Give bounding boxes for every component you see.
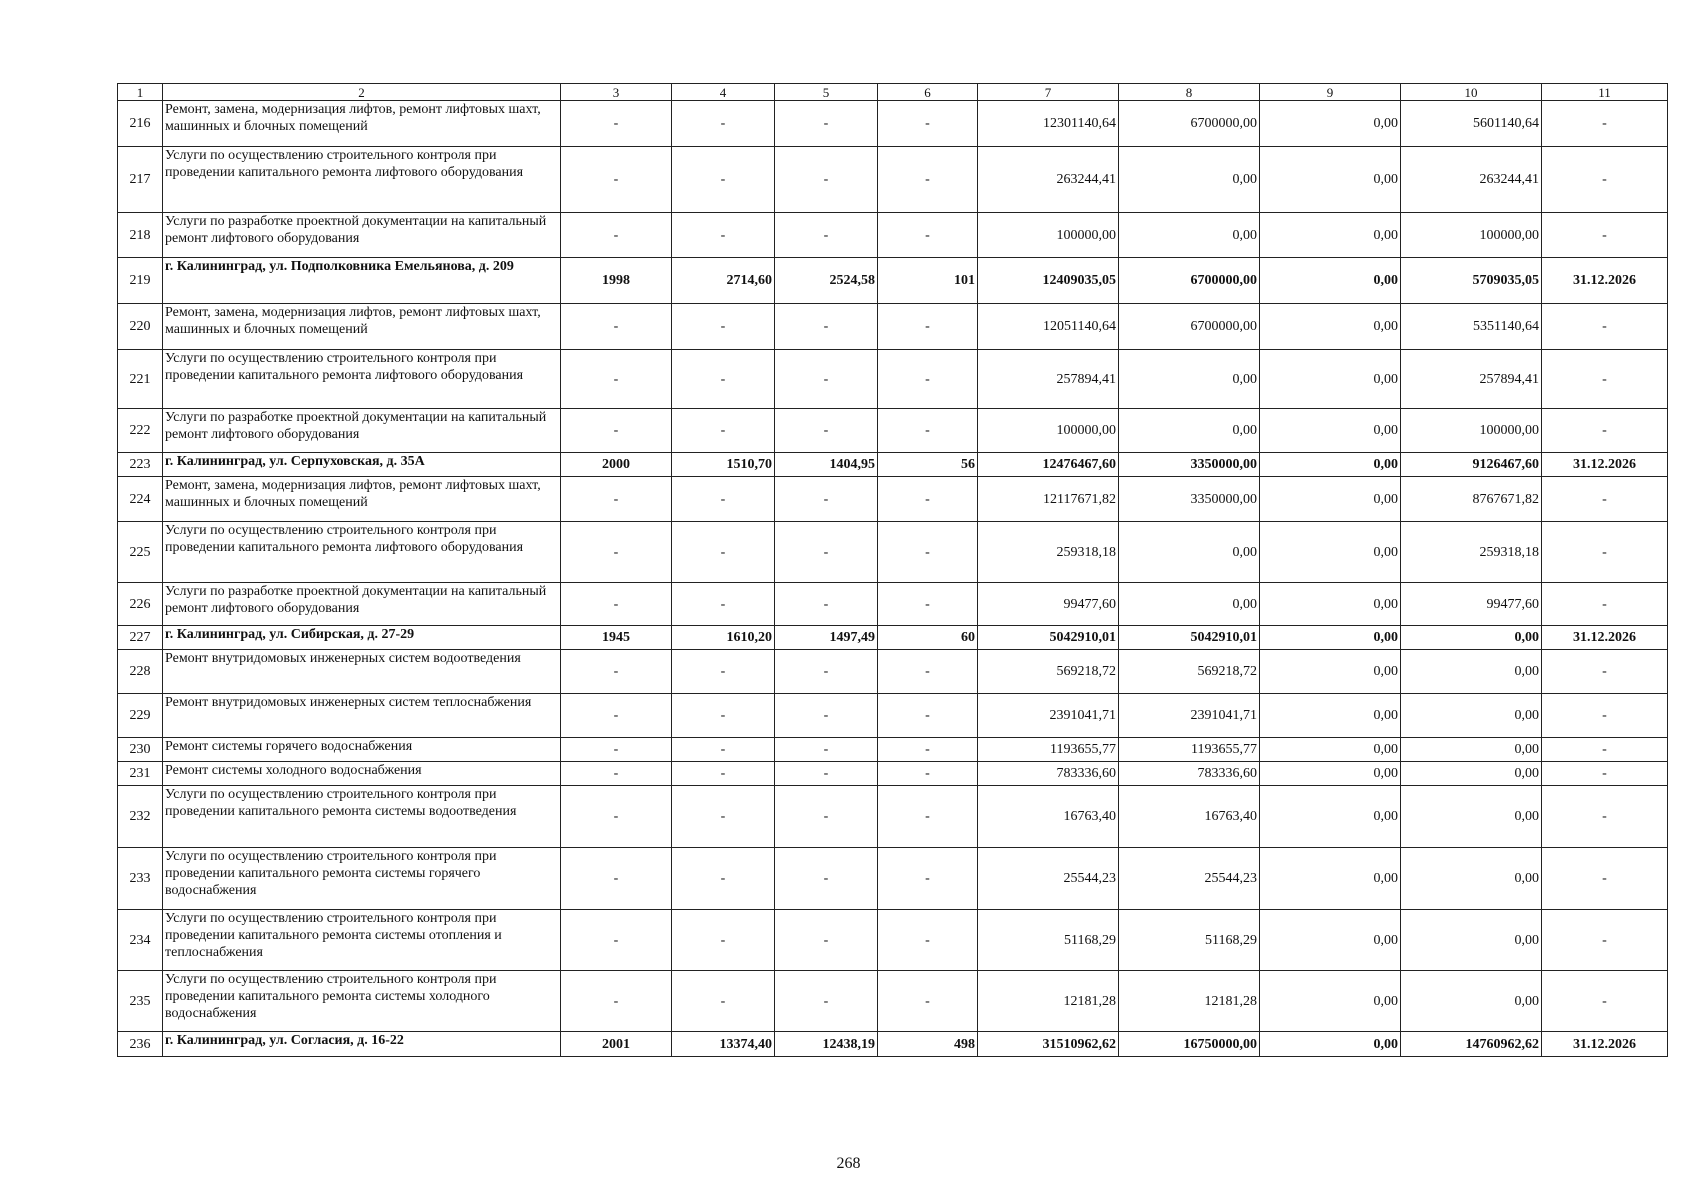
item-name-cell: Ремонт системы горячего водоснабжения: [163, 738, 561, 762]
item-name-cell: Услуги по разработке проектной документации на капитальный ремонт лифтового оборудования: [163, 583, 561, 626]
item-name-cell: г. Калининград, ул. Сибирская, д. 27-29: [163, 626, 561, 650]
cost-col-9-cell: 0,00: [1260, 650, 1401, 694]
table-row: [118, 453, 1668, 477]
table-row: [118, 409, 1668, 453]
table-row: [118, 971, 1668, 1032]
cost-col-8-cell: 1193655,77: [1119, 738, 1260, 762]
cost-col-8-cell: 12181,28: [1119, 971, 1260, 1032]
total-cost-cell: 5042910,01: [978, 626, 1119, 650]
total-area-cell: 1610,20: [672, 626, 775, 650]
deadline-cell: -: [1542, 910, 1668, 971]
cost-col-8-cell: 0,00: [1119, 583, 1260, 626]
deadline-cell: 31.12.2026: [1542, 258, 1668, 304]
total-area-cell: -: [672, 522, 775, 583]
total-area-cell: -: [672, 910, 775, 971]
year-cell: 1945: [561, 626, 672, 650]
total-area-cell: -: [672, 409, 775, 453]
cost-col-9-cell: 0,00: [1260, 1032, 1401, 1057]
cost-col-9-cell: 0,00: [1260, 738, 1401, 762]
header-cell: 5: [775, 84, 878, 101]
year-cell: -: [561, 304, 672, 350]
total-area-cell: -: [672, 738, 775, 762]
living-area-cell: -: [775, 522, 878, 583]
deadline-cell: -: [1542, 147, 1668, 213]
header-cell: 10: [1401, 84, 1542, 101]
table-row: [118, 147, 1668, 213]
table-row: [118, 910, 1668, 971]
living-area-cell: -: [775, 477, 878, 522]
residents-cell: -: [878, 477, 978, 522]
cost-col-10-cell: 100000,00: [1401, 409, 1542, 453]
row-number-cell: 218: [118, 213, 163, 258]
year-cell: -: [561, 147, 672, 213]
year-cell: -: [561, 409, 672, 453]
year-cell: 1998: [561, 258, 672, 304]
cost-col-9-cell: 0,00: [1260, 762, 1401, 786]
year-cell: -: [561, 738, 672, 762]
residents-cell: 56: [878, 453, 978, 477]
living-area-cell: -: [775, 147, 878, 213]
cost-col-10-cell: 0,00: [1401, 694, 1542, 738]
living-area-cell: -: [775, 786, 878, 848]
year-cell: -: [561, 848, 672, 910]
cost-col-10-cell: 259318,18: [1401, 522, 1542, 583]
total-area-cell: 13374,40: [672, 1032, 775, 1057]
total-area-cell: -: [672, 147, 775, 213]
deadline-cell: -: [1542, 477, 1668, 522]
item-name-cell: Ремонт системы холодного водоснабжения: [163, 762, 561, 786]
total-area-cell: -: [672, 101, 775, 147]
row-number-cell: 222: [118, 409, 163, 453]
total-cost-cell: 51168,29: [978, 910, 1119, 971]
living-area-cell: 1497,49: [775, 626, 878, 650]
row-number-cell: 228: [118, 650, 163, 694]
cost-col-8-cell: 6700000,00: [1119, 258, 1260, 304]
cost-col-10-cell: 0,00: [1401, 626, 1542, 650]
cost-col-8-cell: 3350000,00: [1119, 453, 1260, 477]
table-body: [118, 84, 1668, 1057]
cost-col-10-cell: 0,00: [1401, 848, 1542, 910]
cost-col-10-cell: 14760962,62: [1401, 1032, 1542, 1057]
total-cost-cell: 25544,23: [978, 848, 1119, 910]
row-number-cell: 227: [118, 626, 163, 650]
cost-col-8-cell: 6700000,00: [1119, 304, 1260, 350]
residents-cell: -: [878, 910, 978, 971]
table-row: [118, 213, 1668, 258]
cost-col-9-cell: 0,00: [1260, 350, 1401, 409]
table-row: [118, 522, 1668, 583]
header-cell: 4: [672, 84, 775, 101]
year-cell: -: [561, 350, 672, 409]
living-area-cell: 2524,58: [775, 258, 878, 304]
deadline-cell: -: [1542, 650, 1668, 694]
total-area-cell: 1510,70: [672, 453, 775, 477]
year-cell: -: [561, 762, 672, 786]
total-cost-cell: 12476467,60: [978, 453, 1119, 477]
header-cell: 8: [1119, 84, 1260, 101]
year-cell: 2001: [561, 1032, 672, 1057]
cost-col-8-cell: 16763,40: [1119, 786, 1260, 848]
residents-cell: -: [878, 101, 978, 147]
item-name-cell: Услуги по осуществлению строительного контроля при проведении капитального ремонта системы отопления и теплоснабжения: [163, 910, 561, 971]
living-area-cell: -: [775, 213, 878, 258]
cost-col-10-cell: 0,00: [1401, 971, 1542, 1032]
cost-col-9-cell: 0,00: [1260, 522, 1401, 583]
residents-cell: -: [878, 213, 978, 258]
item-name-cell: Ремонт, замена, модернизация лифтов, ремонт лифтовых шахт, машинных и блочных помещений: [163, 477, 561, 522]
total-cost-cell: 100000,00: [978, 213, 1119, 258]
cost-col-8-cell: 3350000,00: [1119, 477, 1260, 522]
cost-col-8-cell: 25544,23: [1119, 848, 1260, 910]
year-cell: -: [561, 477, 672, 522]
living-area-cell: -: [775, 101, 878, 147]
table-row: [118, 101, 1668, 147]
residents-cell: -: [878, 304, 978, 350]
cost-col-10-cell: 257894,41: [1401, 350, 1542, 409]
item-name-cell: г. Калининград, ул. Серпуховская, д. 35А: [163, 453, 561, 477]
deadline-cell: -: [1542, 848, 1668, 910]
row-number-cell: 225: [118, 522, 163, 583]
item-name-cell: Ремонт внутридомовых инженерных систем водоотведения: [163, 650, 561, 694]
cost-col-9-cell: 0,00: [1260, 101, 1401, 147]
total-area-cell: -: [672, 971, 775, 1032]
cost-col-8-cell: 5042910,01: [1119, 626, 1260, 650]
total-cost-cell: 263244,41: [978, 147, 1119, 213]
table-row: [118, 738, 1668, 762]
header-cell: 2: [163, 84, 561, 101]
deadline-cell: 31.12.2026: [1542, 453, 1668, 477]
cost-col-9-cell: 0,00: [1260, 971, 1401, 1032]
cost-col-10-cell: 0,00: [1401, 786, 1542, 848]
deadline-cell: -: [1542, 971, 1668, 1032]
residents-cell: -: [878, 522, 978, 583]
table-row: [118, 477, 1668, 522]
row-number-cell: 221: [118, 350, 163, 409]
residents-cell: -: [878, 583, 978, 626]
row-number-cell: 224: [118, 477, 163, 522]
header-cell: 11: [1542, 84, 1668, 101]
deadline-cell: -: [1542, 409, 1668, 453]
cost-col-10-cell: 5351140,64: [1401, 304, 1542, 350]
year-cell: -: [561, 694, 672, 738]
year-cell: -: [561, 971, 672, 1032]
deadline-cell: -: [1542, 213, 1668, 258]
living-area-cell: -: [775, 738, 878, 762]
cost-col-10-cell: 99477,60: [1401, 583, 1542, 626]
deadline-cell: -: [1542, 762, 1668, 786]
header-cell: 7: [978, 84, 1119, 101]
total-cost-cell: 257894,41: [978, 350, 1119, 409]
cost-col-10-cell: 9126467,60: [1401, 453, 1542, 477]
residents-cell: -: [878, 971, 978, 1032]
living-area-cell: -: [775, 762, 878, 786]
table-row: [118, 786, 1668, 848]
living-area-cell: -: [775, 971, 878, 1032]
row-number-cell: 233: [118, 848, 163, 910]
cost-col-9-cell: 0,00: [1260, 453, 1401, 477]
total-cost-cell: 31510962,62: [978, 1032, 1119, 1057]
table-row: [118, 694, 1668, 738]
total-area-cell: -: [672, 650, 775, 694]
cost-col-9-cell: 0,00: [1260, 848, 1401, 910]
residents-cell: -: [878, 650, 978, 694]
residents-cell: -: [878, 694, 978, 738]
row-number-cell: 220: [118, 304, 163, 350]
cost-col-10-cell: 0,00: [1401, 910, 1542, 971]
table-row: [118, 762, 1668, 786]
row-number-cell: 230: [118, 738, 163, 762]
table-row: [118, 650, 1668, 694]
residents-cell: -: [878, 738, 978, 762]
total-area-cell: -: [672, 477, 775, 522]
item-name-cell: Услуги по разработке проектной документации на капитальный ремонт лифтового оборудования: [163, 409, 561, 453]
cost-col-9-cell: 0,00: [1260, 213, 1401, 258]
living-area-cell: -: [775, 910, 878, 971]
cost-col-9-cell: 0,00: [1260, 477, 1401, 522]
living-area-cell: -: [775, 583, 878, 626]
item-name-cell: Услуги по разработке проектной документации на капитальный ремонт лифтового оборудования: [163, 213, 561, 258]
item-name-cell: Ремонт внутридомовых инженерных систем теплоснабжения: [163, 694, 561, 738]
cost-col-10-cell: 5709035,05: [1401, 258, 1542, 304]
cost-col-10-cell: 0,00: [1401, 650, 1542, 694]
year-cell: -: [561, 910, 672, 971]
row-number-cell: 236: [118, 1032, 163, 1057]
total-cost-cell: 12301140,64: [978, 101, 1119, 147]
item-name-cell: Услуги по осуществлению строительного контроля при проведении капитального ремонта системы холодного водоснабжения: [163, 971, 561, 1032]
row-number-cell: 229: [118, 694, 163, 738]
cost-col-10-cell: 100000,00: [1401, 213, 1542, 258]
total-area-cell: -: [672, 583, 775, 626]
cost-col-10-cell: 5601140,64: [1401, 101, 1542, 147]
total-cost-cell: 259318,18: [978, 522, 1119, 583]
item-name-cell: Ремонт, замена, модернизация лифтов, ремонт лифтовых шахт, машинных и блочных помещений: [163, 304, 561, 350]
year-cell: -: [561, 101, 672, 147]
residents-cell: 498: [878, 1032, 978, 1057]
row-number-cell: 234: [118, 910, 163, 971]
row-number-cell: 231: [118, 762, 163, 786]
deadline-cell: -: [1542, 583, 1668, 626]
page-number: 268: [836, 1155, 861, 1172]
total-cost-cell: 569218,72: [978, 650, 1119, 694]
cost-col-8-cell: 0,00: [1119, 522, 1260, 583]
residents-cell: -: [878, 409, 978, 453]
total-cost-cell: 16763,40: [978, 786, 1119, 848]
total-area-cell: -: [672, 350, 775, 409]
year-cell: -: [561, 213, 672, 258]
deadline-cell: 31.12.2026: [1542, 626, 1668, 650]
residents-cell: 101: [878, 258, 978, 304]
cost-col-10-cell: 0,00: [1401, 738, 1542, 762]
year-cell: -: [561, 650, 672, 694]
total-area-cell: -: [672, 213, 775, 258]
residents-cell: -: [878, 762, 978, 786]
cost-col-9-cell: 0,00: [1260, 304, 1401, 350]
table-row: [118, 350, 1668, 409]
total-area-cell: 2714,60: [672, 258, 775, 304]
deadline-cell: -: [1542, 350, 1668, 409]
item-name-cell: г. Калининград, ул. Согласия, д. 16-22: [163, 1032, 561, 1057]
deadline-cell: -: [1542, 304, 1668, 350]
row-number-cell: 217: [118, 147, 163, 213]
table-row: [118, 848, 1668, 910]
living-area-cell: -: [775, 409, 878, 453]
cost-col-8-cell: 0,00: [1119, 213, 1260, 258]
residents-cell: -: [878, 786, 978, 848]
year-cell: -: [561, 583, 672, 626]
item-name-cell: Услуги по осуществлению строительного контроля при проведении капитального ремонта лифтового оборудования: [163, 350, 561, 409]
data-table: [117, 83, 1668, 1057]
item-name-cell: г. Калининград, ул. Подполковника Емельянова, д. 209: [163, 258, 561, 304]
total-cost-cell: 12181,28: [978, 971, 1119, 1032]
deadline-cell: -: [1542, 694, 1668, 738]
residents-cell: -: [878, 350, 978, 409]
table-row: [118, 626, 1668, 650]
total-cost-cell: 12409035,05: [978, 258, 1119, 304]
deadline-cell: 31.12.2026: [1542, 1032, 1668, 1057]
residents-cell: -: [878, 848, 978, 910]
total-cost-cell: 12051140,64: [978, 304, 1119, 350]
cost-col-8-cell: 51168,29: [1119, 910, 1260, 971]
cost-col-9-cell: 0,00: [1260, 694, 1401, 738]
living-area-cell: -: [775, 848, 878, 910]
header-row: [118, 84, 1668, 101]
cost-col-8-cell: 6700000,00: [1119, 101, 1260, 147]
cost-col-8-cell: 783336,60: [1119, 762, 1260, 786]
total-area-cell: -: [672, 304, 775, 350]
total-cost-cell: 12117671,82: [978, 477, 1119, 522]
deadline-cell: -: [1542, 786, 1668, 848]
item-name-cell: Услуги по осуществлению строительного контроля при проведении капитального ремонта лифтового оборудования: [163, 522, 561, 583]
cost-col-8-cell: 0,00: [1119, 350, 1260, 409]
residents-cell: -: [878, 147, 978, 213]
living-area-cell: -: [775, 650, 878, 694]
cost-col-8-cell: 0,00: [1119, 147, 1260, 213]
cost-col-9-cell: 0,00: [1260, 147, 1401, 213]
cost-col-9-cell: 0,00: [1260, 786, 1401, 848]
living-area-cell: 1404,95: [775, 453, 878, 477]
living-area-cell: -: [775, 694, 878, 738]
header-cell: 9: [1260, 84, 1401, 101]
cost-col-9-cell: 0,00: [1260, 258, 1401, 304]
deadline-cell: -: [1542, 738, 1668, 762]
total-cost-cell: 99477,60: [978, 583, 1119, 626]
row-number-cell: 216: [118, 101, 163, 147]
cost-col-10-cell: 263244,41: [1401, 147, 1542, 213]
row-number-cell: 232: [118, 786, 163, 848]
living-area-cell: -: [775, 350, 878, 409]
residents-cell: 60: [878, 626, 978, 650]
total-cost-cell: 100000,00: [978, 409, 1119, 453]
cost-col-8-cell: 16750000,00: [1119, 1032, 1260, 1057]
total-area-cell: -: [672, 762, 775, 786]
living-area-cell: -: [775, 304, 878, 350]
item-name-cell: Услуги по осуществлению строительного контроля при проведении капитального ремонта лифтового оборудования: [163, 147, 561, 213]
item-name-cell: Ремонт, замена, модернизация лифтов, ремонт лифтовых шахт, машинных и блочных помещений: [163, 101, 561, 147]
cost-col-10-cell: 0,00: [1401, 762, 1542, 786]
living-area-cell: 12438,19: [775, 1032, 878, 1057]
header-cell: 3: [561, 84, 672, 101]
cost-col-8-cell: 0,00: [1119, 409, 1260, 453]
deadline-cell: -: [1542, 522, 1668, 583]
item-name-cell: Услуги по осуществлению строительного контроля при проведении капитального ремонта системы горячего водоснабжения: [163, 848, 561, 910]
table-row: [118, 304, 1668, 350]
table-row: [118, 1032, 1668, 1057]
year-cell: -: [561, 786, 672, 848]
row-number-cell: 219: [118, 258, 163, 304]
cost-col-8-cell: 569218,72: [1119, 650, 1260, 694]
table-row: [118, 583, 1668, 626]
total-area-cell: -: [672, 848, 775, 910]
row-number-cell: 235: [118, 971, 163, 1032]
item-name-cell: Услуги по осуществлению строительного контроля при проведении капитального ремонта системы водоотведения: [163, 786, 561, 848]
total-cost-cell: 783336,60: [978, 762, 1119, 786]
deadline-cell: -: [1542, 101, 1668, 147]
total-cost-cell: 1193655,77: [978, 738, 1119, 762]
header-cell: 6: [878, 84, 978, 101]
total-area-cell: -: [672, 694, 775, 738]
total-area-cell: -: [672, 786, 775, 848]
cost-col-10-cell: 8767671,82: [1401, 477, 1542, 522]
row-number-cell: 223: [118, 453, 163, 477]
cost-col-9-cell: 0,00: [1260, 583, 1401, 626]
total-cost-cell: 2391041,71: [978, 694, 1119, 738]
table-row: [118, 258, 1668, 304]
cost-col-9-cell: 0,00: [1260, 910, 1401, 971]
header-cell: 1: [118, 84, 163, 101]
cost-col-9-cell: 0,00: [1260, 626, 1401, 650]
row-number-cell: 226: [118, 583, 163, 626]
year-cell: 2000: [561, 453, 672, 477]
cost-col-9-cell: 0,00: [1260, 409, 1401, 453]
year-cell: -: [561, 522, 672, 583]
cost-col-8-cell: 2391041,71: [1119, 694, 1260, 738]
